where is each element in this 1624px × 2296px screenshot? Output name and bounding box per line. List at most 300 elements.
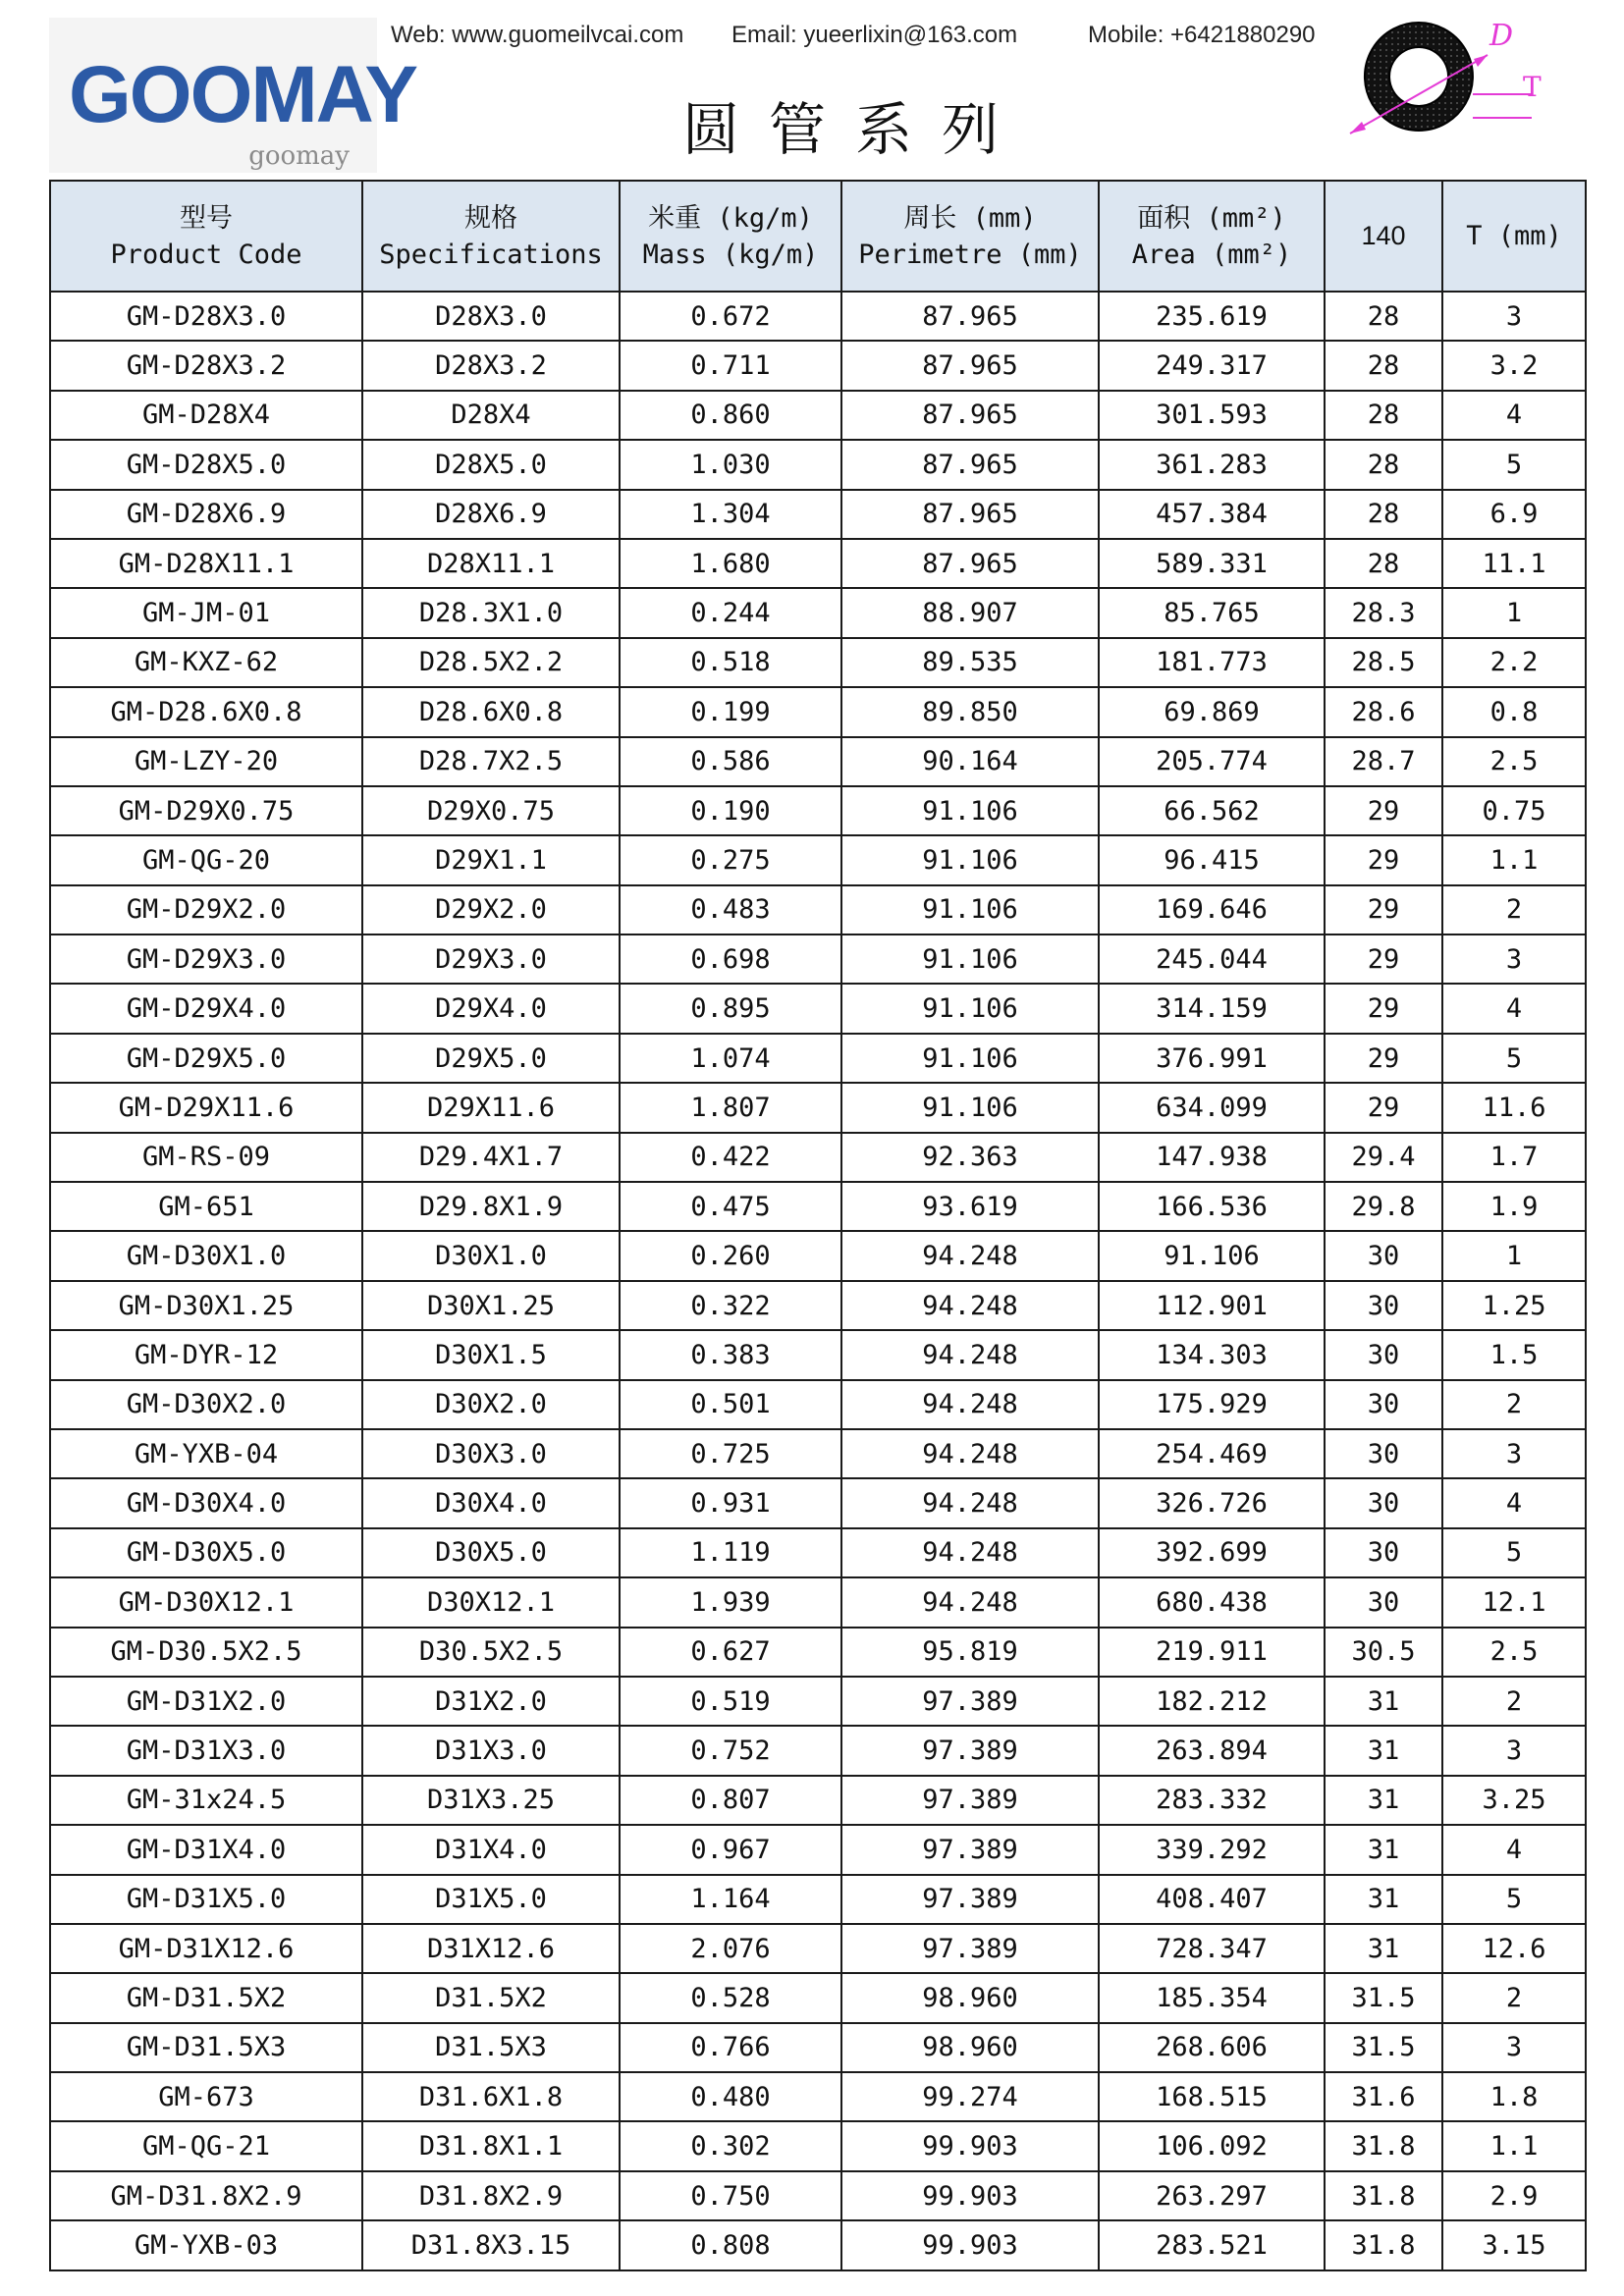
cell-thickness: 1.7: [1442, 1133, 1586, 1182]
cell-perimetre: 91.106: [841, 934, 1099, 984]
table-row: [50, 934, 1586, 984]
cell-perimetre: 97.389: [841, 1726, 1099, 1775]
cell-area: 147.938: [1099, 1133, 1325, 1182]
cell-thickness: 2: [1442, 1973, 1586, 2022]
cell-diameter: 29.8: [1325, 1182, 1442, 1231]
table-row: [50, 1677, 1586, 1726]
cell-mass: 0.244: [620, 588, 841, 637]
cell-perimetre: 98.960: [841, 1973, 1099, 2022]
cell-mass: 0.275: [620, 835, 841, 884]
cell-mass: 0.383: [620, 1330, 841, 1379]
cell-mass: 1.939: [620, 1577, 841, 1627]
cell-specification: D30X1.0: [362, 1231, 620, 1280]
cell-thickness: 5: [1442, 1528, 1586, 1577]
cell-thickness: 1.8: [1442, 2072, 1586, 2121]
cell-diameter: 28.5: [1325, 638, 1442, 687]
table-row: [50, 1380, 1586, 1429]
table-row: [50, 1034, 1586, 1083]
cell-product-code: GM-D30.5X2.5: [50, 1628, 362, 1677]
table-row: [50, 1281, 1586, 1330]
cell-specification: D31.5X2: [362, 1973, 620, 2022]
dimension-arrow-d-end: [1474, 55, 1488, 67]
cell-thickness: 6.9: [1442, 490, 1586, 539]
cell-area: 283.332: [1099, 1776, 1325, 1825]
dimension-label-t: T: [1523, 71, 1542, 103]
cell-area: 166.536: [1099, 1182, 1325, 1231]
cell-mass: 0.895: [620, 984, 841, 1033]
table-row: [50, 885, 1586, 934]
table-row: [50, 835, 1586, 884]
cell-mass: 0.711: [620, 341, 841, 390]
cell-mass: 0.302: [620, 2121, 841, 2170]
cell-specification: D28X4: [362, 391, 620, 440]
cell-diameter: 28.7: [1325, 737, 1442, 786]
cell-product-code: GM-D28.6X0.8: [50, 687, 362, 736]
cell-mass: 0.586: [620, 737, 841, 786]
cell-mass: 1.074: [620, 1034, 841, 1083]
cell-perimetre: 91.106: [841, 984, 1099, 1033]
cell-diameter: 28.3: [1325, 588, 1442, 637]
cell-specification: D28X11.1: [362, 539, 620, 588]
cell-diameter: 30.5: [1325, 1628, 1442, 1677]
cell-thickness: 3: [1442, 934, 1586, 984]
cell-area: 457.384: [1099, 490, 1325, 539]
cell-product-code: GM-RS-09: [50, 1133, 362, 1182]
cell-area: 728.347: [1099, 1924, 1325, 1973]
cell-product-code: GM-D30X1.0: [50, 1231, 362, 1280]
cell-diameter: 31: [1325, 1677, 1442, 1726]
cell-area: 175.929: [1099, 1380, 1325, 1429]
cell-area: 205.774: [1099, 737, 1325, 786]
cell-thickness: 3: [1442, 2023, 1586, 2072]
cell-area: 91.106: [1099, 1231, 1325, 1280]
cell-perimetre: 95.819: [841, 1628, 1099, 1677]
table-row: [50, 391, 1586, 440]
cell-mass: 0.807: [620, 1776, 841, 1825]
cell-thickness: 2.9: [1442, 2171, 1586, 2220]
cell-product-code: GM-D31X12.6: [50, 1924, 362, 1973]
cell-specification: D29X3.0: [362, 934, 620, 984]
cell-perimetre: 87.965: [841, 292, 1099, 341]
cell-specification: D31X4.0: [362, 1825, 620, 1874]
contact-email: Email: yueerlixin@163.com: [731, 22, 1018, 48]
cell-mass: 0.322: [620, 1281, 841, 1330]
cell-specification: D31.8X2.9: [362, 2171, 620, 2220]
cell-product-code: GM-D29X4.0: [50, 984, 362, 1033]
cell-mass: 1.030: [620, 440, 841, 489]
cell-mass: 0.190: [620, 786, 841, 835]
cell-perimetre: 90.164: [841, 737, 1099, 786]
cell-area: 182.212: [1099, 1677, 1325, 1726]
table-row: [50, 1133, 1586, 1182]
table-row: [50, 2171, 1586, 2220]
cell-diameter: 31: [1325, 1726, 1442, 1775]
cell-perimetre: 99.274: [841, 2072, 1099, 2121]
cell-product-code: GM-LZY-20: [50, 737, 362, 786]
cell-area: 254.469: [1099, 1429, 1325, 1478]
cell-mass: 0.422: [620, 1133, 841, 1182]
cell-mass: 0.750: [620, 2171, 841, 2220]
cell-diameter: 29: [1325, 1034, 1442, 1083]
contact-web: Web: www.guomeilvcai.com: [391, 22, 684, 48]
cell-product-code: GM-D31.8X2.9: [50, 2171, 362, 2220]
cell-product-code: GM-D31X3.0: [50, 1726, 362, 1775]
cell-specification: D29.4X1.7: [362, 1133, 620, 1182]
cell-specification: D30X1.25: [362, 1281, 620, 1330]
cell-specification: D28X3.2: [362, 341, 620, 390]
cell-product-code: GM-QG-21: [50, 2121, 362, 2170]
table-row: [50, 588, 1586, 637]
cell-diameter: 29: [1325, 1083, 1442, 1132]
cell-diameter: 28: [1325, 440, 1442, 489]
cell-product-code: GM-D30X12.1: [50, 1577, 362, 1627]
cell-diameter: 28: [1325, 391, 1442, 440]
table-row: [50, 737, 1586, 786]
cell-thickness: 1: [1442, 1231, 1586, 1280]
cell-specification: D28.6X0.8: [362, 687, 620, 736]
cell-perimetre: 94.248: [841, 1478, 1099, 1527]
cell-product-code: GM-D31X5.0: [50, 1875, 362, 1924]
cell-product-code: GM-651: [50, 1182, 362, 1231]
tube-cross-section-diagram: [1330, 18, 1556, 165]
cell-product-code: GM-D31.5X3: [50, 2023, 362, 2072]
cell-diameter: 30: [1325, 1429, 1442, 1478]
cell-specification: D29X2.0: [362, 885, 620, 934]
spec-table: [49, 180, 1587, 2271]
cell-product-code: GM-YXB-04: [50, 1429, 362, 1478]
table-row: [50, 1973, 1586, 2022]
cell-product-code: GM-D28X3.2: [50, 341, 362, 390]
cell-perimetre: 91.106: [841, 1083, 1099, 1132]
cell-diameter: 30: [1325, 1231, 1442, 1280]
cell-mass: 0.766: [620, 2023, 841, 2072]
cell-diameter: 28: [1325, 539, 1442, 588]
cell-mass: 1.304: [620, 490, 841, 539]
brand-logo: [49, 18, 417, 173]
cell-mass: 0.752: [620, 1726, 841, 1775]
cell-product-code: GM-YXB-03: [50, 2220, 362, 2269]
cell-thickness: 4: [1442, 984, 1586, 1033]
cell-mass: 0.480: [620, 2072, 841, 2121]
cell-product-code: GM-673: [50, 2072, 362, 2121]
table-row: [50, 1825, 1586, 1874]
cell-diameter: 31: [1325, 1924, 1442, 1973]
cell-product-code: GM-D29X11.6: [50, 1083, 362, 1132]
cell-diameter: 30: [1325, 1281, 1442, 1330]
cell-specification: D28X6.9: [362, 490, 620, 539]
table-row: [50, 490, 1586, 539]
cell-perimetre: 91.106: [841, 1034, 1099, 1083]
cell-mass: 0.518: [620, 638, 841, 687]
table-row: [50, 1429, 1586, 1478]
table-row: [50, 1875, 1586, 1924]
cell-product-code: GM-DYR-12: [50, 1330, 362, 1379]
cell-product-code: GM-KXZ-62: [50, 638, 362, 687]
cell-thickness: 4: [1442, 1478, 1586, 1527]
cell-thickness: 3.15: [1442, 2220, 1586, 2269]
cell-area: 66.562: [1099, 786, 1325, 835]
table-row: [50, 1776, 1586, 1825]
cell-specification: D31.6X1.8: [362, 2072, 620, 2121]
cell-thickness: 0.8: [1442, 687, 1586, 736]
cell-mass: 2.076: [620, 1924, 841, 1973]
cell-area: 680.438: [1099, 1577, 1325, 1627]
cell-specification: D31X2.0: [362, 1677, 620, 1726]
cell-area: 96.415: [1099, 835, 1325, 884]
table-row: [50, 1478, 1586, 1527]
cell-area: 169.646: [1099, 885, 1325, 934]
header-mass: 米重 (kg/m) Mass (kg/m): [620, 181, 841, 292]
cell-mass: 0.698: [620, 934, 841, 984]
cell-thickness: 3.2: [1442, 341, 1586, 390]
cell-thickness: 5: [1442, 440, 1586, 489]
header-product-code: 型号 Product Code: [50, 181, 362, 292]
cell-perimetre: 93.619: [841, 1182, 1099, 1231]
table-row: [50, 1231, 1586, 1280]
cell-area: 106.092: [1099, 2121, 1325, 2170]
cell-mass: 0.501: [620, 1380, 841, 1429]
cell-diameter: 28: [1325, 341, 1442, 390]
cell-perimetre: 87.965: [841, 341, 1099, 390]
cell-thickness: 2: [1442, 885, 1586, 934]
table-row: [50, 1083, 1586, 1132]
cell-product-code: GM-JM-01: [50, 588, 362, 637]
cell-mass: 0.860: [620, 391, 841, 440]
cell-thickness: 12.6: [1442, 1924, 1586, 1973]
cell-diameter: 30: [1325, 1380, 1442, 1429]
cell-area: 85.765: [1099, 588, 1325, 637]
cell-thickness: 5: [1442, 1875, 1586, 1924]
cell-diameter: 30: [1325, 1528, 1442, 1577]
cell-thickness: 3: [1442, 1429, 1586, 1478]
cell-specification: D30X1.5: [362, 1330, 620, 1379]
cell-thickness: 11.6: [1442, 1083, 1586, 1132]
cell-perimetre: 94.248: [841, 1330, 1099, 1379]
cell-specification: D28.3X1.0: [362, 588, 620, 637]
cell-perimetre: 87.965: [841, 539, 1099, 588]
cell-thickness: 2.5: [1442, 1628, 1586, 1677]
cell-area: 361.283: [1099, 440, 1325, 489]
cell-perimetre: 94.248: [841, 1231, 1099, 1280]
cell-product-code: GM-D28X3.0: [50, 292, 362, 341]
cell-perimetre: 97.389: [841, 1677, 1099, 1726]
page-title: 圆管系列: [682, 96, 1029, 163]
cell-mass: 1.807: [620, 1083, 841, 1132]
table-row: [50, 2072, 1586, 2121]
dimension-arrow-d: [1350, 122, 1366, 133]
dimension-label-d: D: [1489, 19, 1514, 53]
cell-product-code: GM-QG-20: [50, 835, 362, 884]
cell-thickness: 1.5: [1442, 1330, 1586, 1379]
cell-mass: 0.967: [620, 1825, 841, 1874]
cell-thickness: 1.9: [1442, 1182, 1586, 1231]
cell-mass: 0.199: [620, 687, 841, 736]
cell-diameter: 29: [1325, 786, 1442, 835]
header-perimetre: 周长 (mm) Perimetre (mm): [841, 181, 1099, 292]
cell-product-code: GM-D29X3.0: [50, 934, 362, 984]
cell-thickness: 1.1: [1442, 835, 1586, 884]
cell-specification: D28X5.0: [362, 440, 620, 489]
cell-mass: 1.680: [620, 539, 841, 588]
cell-mass: 0.725: [620, 1429, 841, 1478]
cell-product-code: GM-D29X0.75: [50, 786, 362, 835]
cell-area: 392.699: [1099, 1528, 1325, 1577]
cell-area: 263.894: [1099, 1726, 1325, 1775]
cell-perimetre: 91.106: [841, 786, 1099, 835]
cell-specification: D31.8X3.15: [362, 2220, 620, 2269]
table-row: [50, 292, 1586, 341]
cell-area: 314.159: [1099, 984, 1325, 1033]
cell-diameter: 31.8: [1325, 2220, 1442, 2269]
cell-product-code: GM-D28X4: [50, 391, 362, 440]
cell-specification: D28X3.0: [362, 292, 620, 341]
cell-thickness: 3.25: [1442, 1776, 1586, 1825]
cell-area: 168.515: [1099, 2072, 1325, 2121]
cell-specification: D29X11.6: [362, 1083, 620, 1132]
cell-diameter: 29.4: [1325, 1133, 1442, 1182]
cell-area: 326.726: [1099, 1478, 1325, 1527]
cell-mass: 0.528: [620, 1973, 841, 2022]
cell-thickness: 5: [1442, 1034, 1586, 1083]
cell-area: 134.303: [1099, 1330, 1325, 1379]
table-row: [50, 1182, 1586, 1231]
brand-logo-subtext: goomay: [248, 141, 350, 171]
cell-perimetre: 97.389: [841, 1825, 1099, 1874]
table-header-row: [50, 181, 1586, 292]
cell-diameter: 31.6: [1325, 2072, 1442, 2121]
cell-area: 268.606: [1099, 2023, 1325, 2072]
cell-product-code: GM-D30X1.25: [50, 1281, 362, 1330]
cell-perimetre: 89.850: [841, 687, 1099, 736]
cell-thickness: 3: [1442, 292, 1586, 341]
cell-mass: 0.672: [620, 292, 841, 341]
contact-mobile: Mobile: +6421880290: [1088, 22, 1316, 48]
cell-area: 249.317: [1099, 341, 1325, 390]
cell-diameter: 31.5: [1325, 1973, 1442, 2022]
cell-area: 112.901: [1099, 1281, 1325, 1330]
cell-thickness: 1.25: [1442, 1281, 1586, 1330]
cell-specification: D31X3.25: [362, 1776, 620, 1825]
table-row: [50, 687, 1586, 736]
cell-area: 235.619: [1099, 292, 1325, 341]
cell-diameter: 29: [1325, 984, 1442, 1033]
cell-product-code: GM-D29X2.0: [50, 885, 362, 934]
cell-perimetre: 94.248: [841, 1281, 1099, 1330]
cell-thickness: 2.5: [1442, 737, 1586, 786]
cell-specification: D31X5.0: [362, 1875, 620, 1924]
cell-perimetre: 89.535: [841, 638, 1099, 687]
cell-perimetre: 94.248: [841, 1577, 1099, 1627]
cell-diameter: 29: [1325, 934, 1442, 984]
cell-perimetre: 97.389: [841, 1776, 1099, 1825]
cell-perimetre: 99.903: [841, 2121, 1099, 2170]
cell-perimetre: 87.965: [841, 440, 1099, 489]
table-row: [50, 984, 1586, 1033]
cell-specification: D30X4.0: [362, 1478, 620, 1527]
cell-mass: 0.627: [620, 1628, 841, 1677]
cell-perimetre: 97.389: [841, 1875, 1099, 1924]
cell-thickness: 2.2: [1442, 638, 1586, 687]
cell-area: 185.354: [1099, 1973, 1325, 2022]
cell-diameter: 31.5: [1325, 2023, 1442, 2072]
cell-perimetre: 97.389: [841, 1924, 1099, 1973]
table-row: [50, 1726, 1586, 1775]
cell-product-code: GM-D28X11.1: [50, 539, 362, 588]
cell-area: 589.331: [1099, 539, 1325, 588]
cell-specification: D30X12.1: [362, 1577, 620, 1627]
table-row: [50, 2121, 1586, 2170]
cell-thickness: 0.75: [1442, 786, 1586, 835]
header-specifications: 规格 Specifications: [362, 181, 620, 292]
cell-mass: 1.119: [620, 1528, 841, 1577]
cell-perimetre: 92.363: [841, 1133, 1099, 1182]
cell-product-code: GM-D28X6.9: [50, 490, 362, 539]
cell-mass: 1.164: [620, 1875, 841, 1924]
cell-perimetre: 99.903: [841, 2171, 1099, 2220]
cell-area: 634.099: [1099, 1083, 1325, 1132]
cell-specification: D30.5X2.5: [362, 1628, 620, 1677]
cell-area: 263.297: [1099, 2171, 1325, 2220]
cell-mass: 0.519: [620, 1677, 841, 1726]
cell-area: 301.593: [1099, 391, 1325, 440]
cell-mass: 0.931: [620, 1478, 841, 1527]
cell-diameter: 28: [1325, 490, 1442, 539]
cell-specification: D30X5.0: [362, 1528, 620, 1577]
cell-product-code: GM-D31X2.0: [50, 1677, 362, 1726]
cell-perimetre: 87.965: [841, 490, 1099, 539]
cell-thickness: 2: [1442, 1677, 1586, 1726]
cell-area: 219.911: [1099, 1628, 1325, 1677]
cell-perimetre: 94.248: [841, 1429, 1099, 1478]
cell-specification: D31X3.0: [362, 1726, 620, 1775]
cell-mass: 0.260: [620, 1231, 841, 1280]
cell-specification: D28.7X2.5: [362, 737, 620, 786]
cell-specification: D28.5X2.2: [362, 638, 620, 687]
cell-diameter: 30: [1325, 1478, 1442, 1527]
cell-specification: D29X0.75: [362, 786, 620, 835]
cell-perimetre: 88.907: [841, 588, 1099, 637]
table-row: [50, 440, 1586, 489]
table-row: [50, 341, 1586, 390]
cell-area: 283.521: [1099, 2220, 1325, 2269]
tube-ring-shape: [1365, 23, 1473, 131]
cell-product-code: GM-D31X4.0: [50, 1825, 362, 1874]
cell-mass: 0.808: [620, 2220, 841, 2269]
cell-diameter: 28: [1325, 292, 1442, 341]
cell-mass: 0.483: [620, 885, 841, 934]
header-thickness: T (mm): [1442, 181, 1586, 292]
brand-logo-wordmark: GOOMAY: [69, 50, 417, 139]
cell-thickness: 2: [1442, 1380, 1586, 1429]
cell-mass: 0.475: [620, 1182, 841, 1231]
cell-diameter: 31.8: [1325, 2121, 1442, 2170]
cell-area: 339.292: [1099, 1825, 1325, 1874]
cell-thickness: 1: [1442, 588, 1586, 637]
cell-specification: D31.5X3: [362, 2023, 620, 2072]
table-row: [50, 1330, 1586, 1379]
cell-diameter: 28.6: [1325, 687, 1442, 736]
table-row: [50, 1628, 1586, 1677]
cell-thickness: 1.1: [1442, 2121, 1586, 2170]
cell-thickness: 4: [1442, 1825, 1586, 1874]
cell-product-code: GM-D30X4.0: [50, 1478, 362, 1527]
cell-product-code: GM-D28X5.0: [50, 440, 362, 489]
cell-diameter: 29: [1325, 835, 1442, 884]
cell-product-code: GM-D30X2.0: [50, 1380, 362, 1429]
table-row: [50, 2023, 1586, 2072]
cell-area: 245.044: [1099, 934, 1325, 984]
cell-thickness: 12.1: [1442, 1577, 1586, 1627]
